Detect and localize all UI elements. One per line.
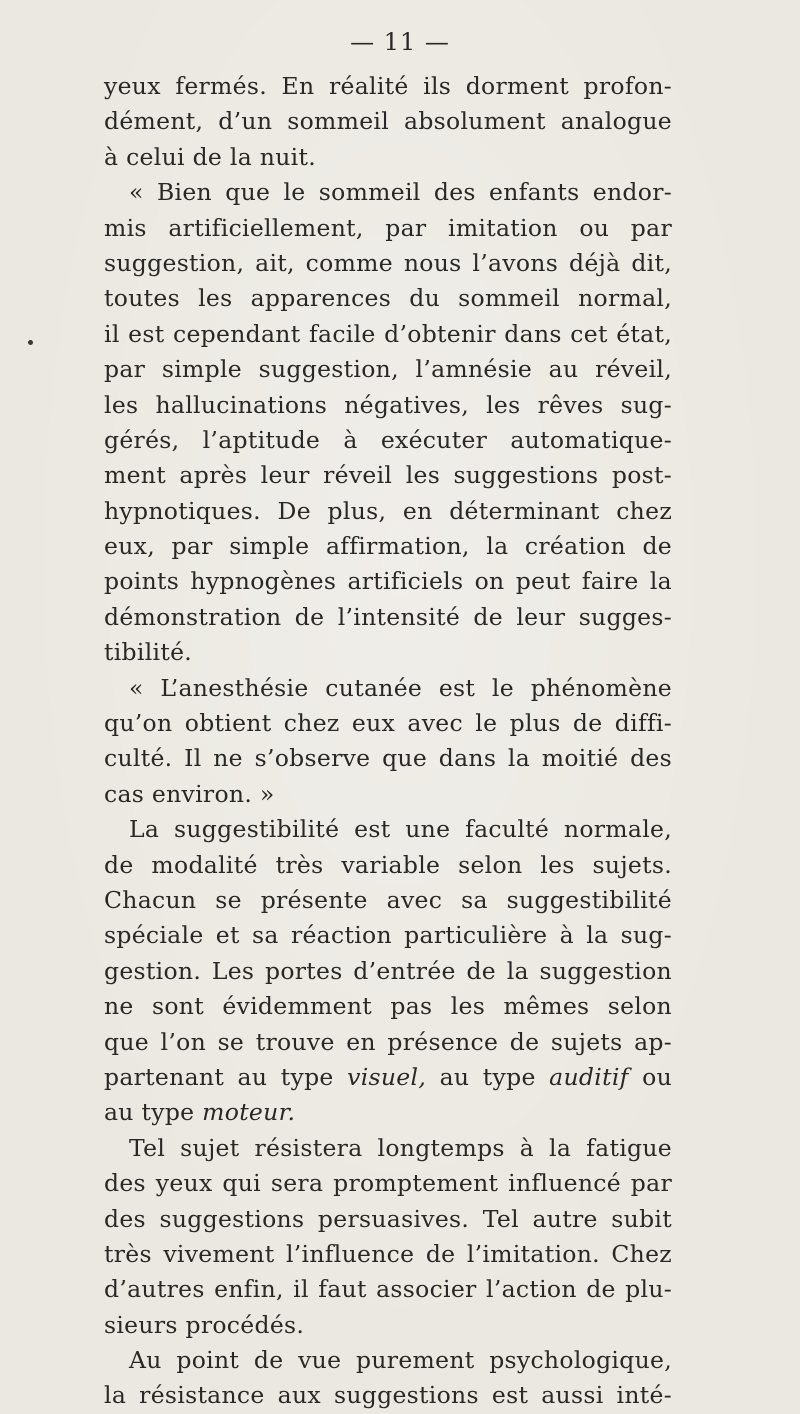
page-number: — 11 —: [350, 28, 450, 56]
text-line: cas environ. »: [104, 779, 275, 808]
text-line: culté. Il ne s’observe que dans la moitié des: [104, 744, 672, 773]
text-segment: au type: [104, 1098, 203, 1127]
text-line: sieurs procédés.: [104, 1310, 305, 1339]
text-line: démonstration de l’intensité de leur sugges-: [104, 602, 672, 631]
text-line: dément, d’un sommeil absolument analogue: [104, 107, 672, 136]
text-line: eux, par simple affirmation, la création de: [104, 532, 672, 561]
text-line: les hallucinations négatives, les rêves sug-: [104, 390, 672, 419]
text-line: des suggestions persuasives. Tel autre subit: [104, 1204, 672, 1233]
text-line: La suggestibilité est une faculté normale,: [129, 815, 672, 844]
text-line: de modalité très variable selon les sujets.: [104, 850, 672, 879]
text-line: « L’anesthésie cutanée est le phénomène: [129, 673, 672, 702]
text-line: très vivement l’influence de l’imitation. Chez: [104, 1239, 672, 1268]
italic-term: moteur.: [202, 1098, 296, 1127]
text-segment: partenant au type: [104, 1062, 348, 1091]
text-line: ne sont évidemment pas les mêmes selon: [104, 992, 672, 1021]
text-line: la résistance aux suggestions est aussi inté-: [104, 1381, 672, 1410]
text-line: points hypnogènes artificiels on peut faire la: [104, 567, 672, 596]
text-line: ment après leur réveil les suggestions post-: [104, 461, 672, 490]
text-line: toutes les apparences du sommeil normal,: [104, 284, 672, 313]
text-line: gérés, l’aptitude à exécuter automatique-: [104, 425, 672, 454]
text-line: [104, 1060, 672, 1095]
body-text: [104, 69, 672, 1414]
text-line: qu’on obtient chez eux avec le plus de diffi-: [104, 709, 672, 738]
text-line: hypnotiques. De plus, en déterminant chez: [104, 496, 672, 525]
text-line: des yeux qui sera promptement influencé par: [104, 1169, 672, 1198]
italic-term: auditif: [549, 1062, 629, 1091]
text-line: à celui de la nuit.: [104, 142, 317, 171]
text-line: d’autres enfin, il faut associer l’action de plu-: [104, 1275, 672, 1304]
text-line: gestion. Les portes d’entrée de la suggestion: [104, 956, 672, 985]
text-line: tibilité.: [104, 638, 193, 667]
text-line: « Bien que le sommeil des enfants endor-: [129, 178, 672, 207]
text-line: suggestion, ait, comme nous l’avons déjà dit,: [104, 248, 672, 277]
text-line: Au point de vue purement psychologique,: [129, 1346, 672, 1375]
text-line: par simple suggestion, l’amnésie au réveil,: [104, 355, 672, 384]
italic-term: visuel,: [347, 1062, 427, 1091]
text-line: mis artificiellement, par imitation ou par: [104, 213, 672, 242]
text-line: Tel sujet résistera longtemps à la fatigue: [129, 1133, 672, 1162]
text-segment: ou: [628, 1062, 673, 1091]
text-line: [104, 1095, 672, 1130]
text-line: spéciale et sa réaction particulière à la sug-: [104, 921, 672, 950]
text-line: il est cependant facile d’obtenir dans cet état,: [104, 319, 672, 348]
text-segment: au type: [426, 1062, 550, 1091]
ink-speck: [28, 340, 33, 345]
text-line: yeux fermés. En réalité ils dorment profon-: [104, 72, 672, 100]
text-line: que l’on se trouve en présence de sujets ap-: [104, 1027, 672, 1056]
text-line: Chacun se présente avec sa suggestibilité: [104, 885, 672, 914]
